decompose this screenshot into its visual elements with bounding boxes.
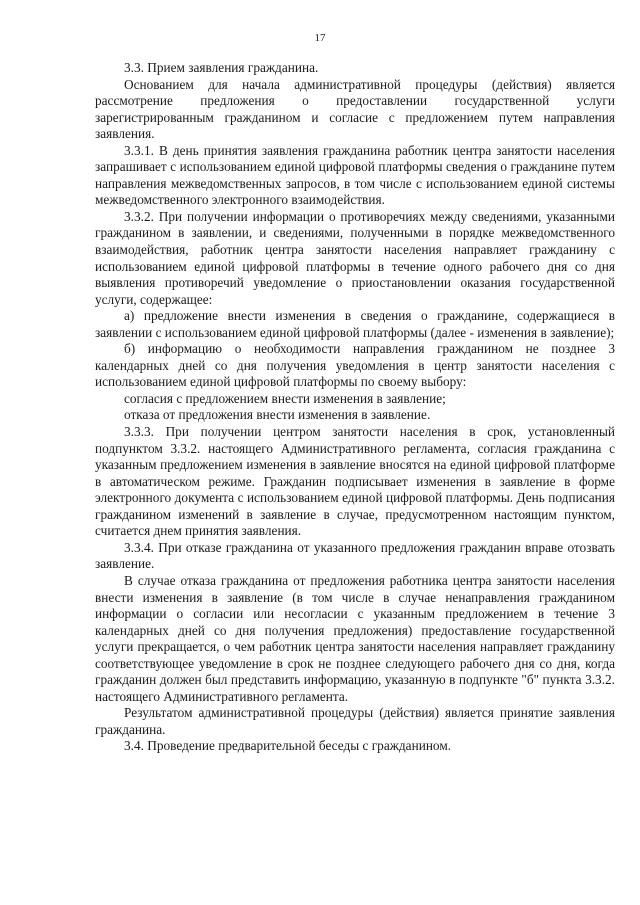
document-body <box>95 60 615 755</box>
paragraph-3-3-4: 3.3.4. При отказе гражданина от указанного предложения гражданин вправе отозвать заявление. <box>95 539 615 572</box>
paragraph-3-3-2: 3.3.2. При получении информации о противоречиях между сведениями, указанными гражданином в заявлении, и сведениями, полученными в порядке межведомственного взаимодействия, работник центра занятости населения направляет гражданину с использованием единой цифровой платформы в течение одного рабочего дня со дня выявления противоречий уведомление о приостановлении оказания государственной услуги, содержащее: <box>95 208 615 307</box>
paragraph-refusal-case: В случае отказа гражданина от предложения работника центра занятости населения внести изменения в заявление (в том числе в случае ненаправления гражданином информации о согласии или несогласии с указанным предложением в течение 3 календарных дней со дня получения предложения) предоставление государственной услуги прекращается, о чем работник центра занятости населения направляет гражданину соответствующее уведомление в срок не позднее следующего рабочего дня со дня, когда гражданин должен был представить информацию, указанную в подпункте "б" пункта 3.3.2. настоящего Административного регламента. <box>95 572 615 704</box>
list-item-a: а) предложение внести изменения в сведения о гражданине, содержащиеся в заявлении с использованием единой цифровой платформы (далее - изменения в заявление); <box>95 308 615 340</box>
paragraph-3-3-1: 3.3.1. В день принятия заявления гражданина работник центра занятости населения запрашивает с использованием единой цифровой платформы сведения о гражданине путем направления межведомственных запросов, в том числе с использованием единой системы межведомственного электронного взаимодействия. <box>95 142 615 208</box>
paragraph-3-3-3: 3.3.3. При получении центром занятости населения в срок, установленный подпунктом 3.3.2. настоящего Административного регламента, согласия гражданина с указанным предложением изменения в заявление вносятся на единой цифровой платформе в автоматическом режиме. Гражданин подписывает изменения в заявление в форме электронного документа с использованием единой цифровой платформы. День подписания гражданином изменений в заявление в случае, предусмотренном настоящим пунктом, считается днем принятия заявления. <box>95 424 615 539</box>
section-heading-3-4: 3.4. Проведение предварительной беседы с гражданином. <box>124 738 452 754</box>
section-heading-3-3: 3.3. Прием заявления гражданина. <box>124 60 319 75</box>
option-consent: согласия с предложением внести изменения в заявление; <box>124 390 446 406</box>
page-number: 17 <box>314 32 326 44</box>
list-item-b: б) информацию о необходимости направления гражданином не позднее 3 календарных дней со дня получения уведомления в центр занятости населения с использованием единой цифровой платформы по своему выбору: <box>95 341 615 390</box>
paragraph-result: Результатом административной процедуры (действия) является принятие заявления гражданина. <box>95 705 615 737</box>
paragraph-basis: Основанием для начала административной процедуры (действия) является рассмотрение предложения о предоставлении государственной услуги зарегистрированным гражданином и согласие с предложением путем направления заявления. <box>95 76 615 142</box>
option-refusal: отказа от предложения внести изменения в заявление. <box>124 407 431 423</box>
